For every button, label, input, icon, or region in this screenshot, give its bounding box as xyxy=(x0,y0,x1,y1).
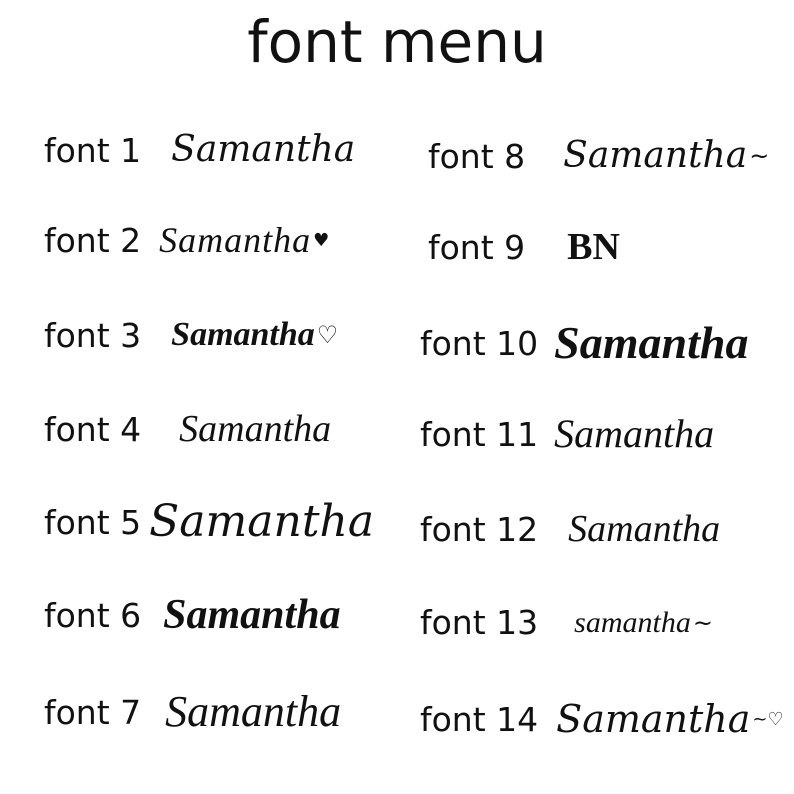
heart-outline-icon: ♡ xyxy=(316,321,339,349)
font-option-5[interactable] xyxy=(44,496,375,547)
font-option-8[interactable] xyxy=(428,135,770,176)
font-sample: Samantha xyxy=(563,135,748,176)
font-option-4[interactable] xyxy=(44,410,331,448)
swash-tail-icon: ~ xyxy=(749,142,770,170)
font-label: font 1 xyxy=(44,130,142,170)
font-sample: Samantha xyxy=(163,592,341,638)
font-sample: Samantha xyxy=(554,317,749,368)
font-label: font 6 xyxy=(44,595,142,635)
font-label: font 2 xyxy=(44,220,142,260)
font-label: font 12 xyxy=(420,509,539,549)
font-option-13[interactable] xyxy=(420,603,713,642)
heart-tail-icon: ~♡ xyxy=(752,708,784,730)
font-sample: Samantha xyxy=(165,687,342,736)
font-option-12[interactable] xyxy=(420,510,720,548)
font-label: font 3 xyxy=(44,315,142,355)
font-option-10[interactable] xyxy=(420,317,749,368)
font-option-2[interactable] xyxy=(44,222,329,258)
font-option-11[interactable] xyxy=(420,411,715,456)
heart-icon: ♥ xyxy=(313,229,330,251)
font-label: font 8 xyxy=(428,136,526,176)
font-sample: Samantha xyxy=(171,316,315,353)
font-sample: Samantha xyxy=(568,508,721,550)
font-sample: samantha xyxy=(574,605,691,639)
right-font-column xyxy=(400,0,794,794)
font-option-1[interactable] xyxy=(44,129,356,170)
swash-tail-icon: ~ xyxy=(692,608,713,637)
font-sample: Samantha xyxy=(159,220,312,260)
font-option-7[interactable] xyxy=(44,687,342,736)
font-option-6[interactable] xyxy=(44,594,341,636)
font-label: font 5 xyxy=(44,502,142,542)
font-sample: Samantha xyxy=(149,496,375,547)
font-label: font 13 xyxy=(420,603,539,642)
font-option-9[interactable] xyxy=(428,228,620,266)
font-label: font 10 xyxy=(420,323,539,363)
font-label: font 14 xyxy=(420,699,539,739)
font-option-14[interactable] xyxy=(420,697,784,741)
page-title: font menu xyxy=(247,8,547,76)
font-sample: BN xyxy=(567,226,620,268)
font-option-3[interactable] xyxy=(44,315,339,355)
font-label: font 11 xyxy=(420,414,539,454)
font-label: font 9 xyxy=(428,227,526,267)
font-sample: Samantha xyxy=(556,697,751,741)
font-sample: Samantha xyxy=(171,129,356,170)
font-sample: Samantha xyxy=(554,411,715,456)
font-label: font 4 xyxy=(44,409,142,449)
font-label: font 7 xyxy=(44,692,142,732)
font-sample: Samantha xyxy=(179,408,332,450)
